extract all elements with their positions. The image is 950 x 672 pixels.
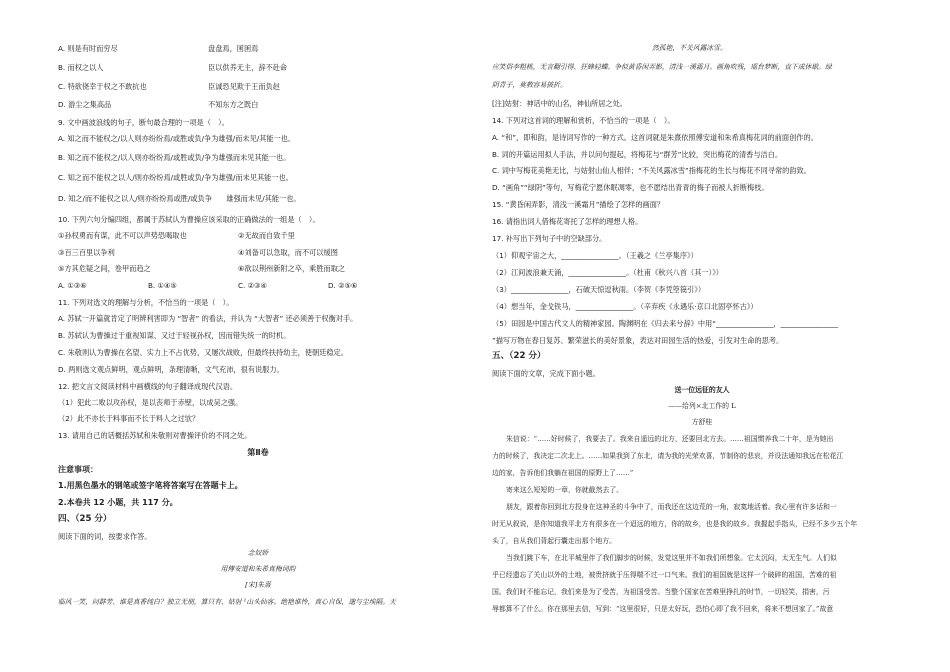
question-9-option-d: D. 知之/而不能权之以人/则亦纷纷焉或胜/或负争 雄强而未见/其能一也。 (58, 194, 301, 203)
poem-line-3: 应笑俗李粗桃，无言翻引得、狂蜂轻蝶。争似黄昏闲弄影，清浅一溪霜月。画角吹残，瑶台梦断，直下成休歇。绿 (492, 63, 832, 71)
question-17-item-5: （5）田园是中国古代文人的精神家园。陶渊明在《归去来兮辞》中用“________________，________________ (492, 319, 839, 328)
q10-item-1: ①孙权勇而有谋，此不可以声势恐喝取也 (58, 231, 187, 240)
question-11-option-b: B. 苏轼认为曹操过于重视知谋、又过于轻视孙权，因而错失统一的时机。 (58, 331, 291, 340)
article-line-5: 朋友，跟着你回到北方投身在这神圣的斗争中了，而我还在这边荒的一角，寂寞地活着。我心里有许多话和一 (506, 503, 837, 511)
question-9-option-a: A. 知之而不能权之/以人则亦纷纷焉/或胜或负/争为雄强/而未见/其能一也。 (58, 134, 296, 143)
q10-item-5: ⑤方其危疑之间，卷甲而趋之 (58, 264, 151, 273)
question-17: 17. 补写出下列句子中的空缺部分。 (492, 234, 607, 243)
option-a-left: A. 则是有时而穷尽 (58, 44, 118, 53)
question-17-item-2: （2）江间波浪兼天涌，________________。（杜甫《秋兴八首（其一）》） (492, 268, 723, 277)
article-line-7: 头了，自从我们背起行囊走出那个地方。 (492, 537, 617, 545)
article-line-4: 寄来这么短短的一章，你就截然去了。 (506, 486, 624, 494)
question-13: 13. 请用自己的话概括苏轼和朱敬则对曹操评价的不同之处。 (58, 431, 252, 440)
section-4-heading: 四、（25 分） (58, 514, 112, 524)
notice-title: 注意事项： (58, 465, 98, 474)
question-11-option-c: C. 朱敬则认为曹操在名望、实力上不占优势，又屡次战败，但最终扶持幼主，使朝廷稳定。 (58, 348, 348, 357)
article-line-3: 边的家，告诉他们我躺在祖国的原野上了……” (492, 469, 634, 477)
article-line-8: 当我们跳下车，在北平城里伴了我们脚步的时候，发觉这里并不如我们所想象。它太沉闷，太无生气。人们似 (506, 554, 837, 562)
poem-author: [宋]朱熹 (245, 581, 271, 589)
section-4-intro: 阅读下面的词，按要求作答。 (58, 532, 152, 541)
poem-note: [注]姑射：神话中的山名，神仙所居之处。 (492, 99, 627, 108)
question-9-option-c: C. 知之而不能权之以人/则亦纷纷焉/或胜或负/争为雄强/而未见其能一也。 (58, 173, 293, 182)
section-5-heading: 五、（22 分） (492, 351, 546, 361)
article-author: 方舒桂 (691, 418, 713, 426)
article-subtitle: ——给列×北工作的 L (668, 402, 736, 410)
option-d-right: 不知东方之既白 (208, 100, 259, 109)
left-column (58, 0, 458, 672)
q10-item-2: ②无故而自致千里 (238, 231, 295, 240)
notice-item-2: 2.本卷共 12 小题，共 117 分。 (58, 498, 178, 507)
question-11: 11. 下列对选文的理解与分析，不恰当的一项是（ ）。 (58, 298, 234, 307)
q10-item-4: ④刘备可以急取，而不可以缓图 (238, 248, 338, 257)
poem-line-2: 然孤艳，不关风露冰雪。 (652, 44, 727, 52)
question-14-option-a: A. “和”，即和韵，是诗词写作的一种方式。这首词就是朱熹依照傅安道和朱希真梅花词的前面创作的。 (492, 133, 818, 142)
question-9: 9. 文中画波浪线的句子，断句最合理的一项是（ ）。 (58, 118, 229, 127)
option-b-left: B. 而权之以人 (58, 63, 104, 72)
question-11-option-a: A. 苏轼一开篇就肯定了明辨利害即为 “智者” 的看法，并认为 “大智者” 还必须善于权衡对手。 (58, 314, 358, 323)
question-17-item-5-cont: ”描写万物在春日复苏、繁荣滋长的美好景象，表达对田园生活的热爱，引发对生命的思考。 (492, 336, 784, 345)
question-12: 12. 把文言文阅读材料中画横线的句子翻译成现代汉语。 (58, 382, 238, 391)
question-14: 14. 下列对这首词的理解和赏析，不恰当的一项是（ ）。 (492, 116, 675, 125)
question-10: 10. 下列六句分编四组，都属于苏轼认为曹操应该采取的正确做法的一组是（ ）。 (58, 215, 320, 224)
option-b-right: 臣以供养无主，辞不赴命 (208, 63, 288, 72)
article-line-2: 力的时候了，我决定二次北上。……如果我到了东北，请为我的光荣欢喜，节制你的悲哀，并设法通知我远在松花江 (492, 452, 844, 460)
question-14-option-d: D. “画角”“绿阴”等句，写梅花宁愿休眠凋零，也不愿结出青青的梅子而被人折断梅枝。 (492, 183, 769, 192)
article-title: 送一位远征的友人 (674, 386, 730, 394)
article-line-9: 乎已经遗忘了关山以外的土地，被贵挤就于压得喘不过一口气来。我们的祖国就是这样一个破碎的祖国，苦难的祖 (492, 571, 837, 579)
question-15: 15. “黄昏闲弄影，清浅一溪霜月”描绘了怎样的画面？ (492, 200, 665, 209)
article-line-11: 辱都算不了什么。你在那里去信，写到：“这里很好，只是太好玩，恐怕心即了我不回来，将来不想回家了。”故意 (492, 605, 834, 613)
option-d-left: D. 游尘之集高品 (58, 100, 112, 109)
q10-item-6: ⑥欲以荆州新附之卒，乘胜而取之 (238, 264, 346, 273)
notice-item-1: 1.用黑色墨水的钢笔或签字笔将答案写在答题卡上。 (58, 481, 243, 490)
question-12-item-2: （2）此不亦长于料事而不长于料人之过欤？ (58, 414, 200, 423)
poem-subtitle: 用傅安道和朱希真梅词韵 (220, 565, 296, 573)
question-16: 16. 请指出词人借梅花寄托了怎样的理想人格。 (492, 217, 643, 226)
question-14-option-c: C. 词中写梅花美艳无比，与姑射山仙人相伴；“不关风露冰雪”指梅花的生长与梅花不同寻常的韵致。 (492, 166, 811, 175)
question-17-item-3: （3）________________，石破天惊逗秋雨。（李贺《李凭箜篌引》） (492, 285, 706, 294)
q10-answer-b: B. ①④⑤ (148, 281, 177, 290)
q10-answer-d: D. ②⑤⑥ (328, 281, 358, 290)
article-line-6: 时无从叙说，是你知道我平北方有很多在一个迢远的地方，你的故乡，也是我的故乡。我握起手指头，已经不多少五个年 (492, 520, 858, 528)
option-a-right: 盘盘焉，囷囷焉 (208, 44, 259, 53)
q10-answer-a: A. ①③⑥ (58, 281, 87, 290)
poem-line-4: 阴青子，莫教容易披折。 (492, 81, 567, 89)
question-17-item-1: （1）仰观宇宙之大，________________。（王羲之《兰亭集序》） (492, 251, 698, 260)
article-line-10: 国。我们时不能忘记，我们来是为了受苦，为祖国受苦。当整个国家在苦难里挣扎的时节，一切轻笑，捐害，污 (492, 588, 830, 596)
option-c-left: C. 特欲侥幸于权之不敢抗也 (58, 82, 147, 91)
q10-answer-c: C. ②③④ (238, 281, 267, 290)
article-line-1: 朱信说：“……好时候了，我要去了。我来自遥远的北方，还要回北方去。……祖国惯养我二十年，是为她出 (506, 435, 834, 443)
right-column (492, 0, 912, 672)
q10-item-3: ③百三百里以争利 (58, 248, 115, 257)
option-c-right: 臣诚恐见欺于王而负赵 (208, 82, 280, 91)
question-17-item-4: （4）想当年，金戈铁马，________________。（辛弃疾《永遇乐·京口北固亭怀古》） (492, 302, 758, 311)
section-5-intro: 阅读下面的文章，完成下面小题。 (492, 369, 600, 378)
volume-title: 第Ⅱ卷 (247, 448, 269, 457)
poem-title: 念奴娇 (247, 549, 269, 557)
question-9-option-b: B. 知之而不能权之/以人则亦纷纷焉/或胜或负/争为雄强而未见其能一也。 (58, 153, 291, 162)
poem-line-1: 临风一笑，问群芳、谁是真香纯白？独立无朋，算只有、姑射 ¹山头仙客。绝艳谁怜，真心自保，邈与尘埃隔。天 (58, 598, 396, 606)
question-14-option-b: B. 词的开篇运用拟人手法，并以问句提起，将梅花与“群芳”比较，突出梅花的清香与洁白。 (492, 150, 783, 159)
question-12-item-1: （1）犯此二败以攻孙权，是以丧师于赤壁，以成吴之强。 (58, 398, 243, 407)
question-11-option-d: D. 两则选文观点鲜明，观点鲜明，条理清晰，文气充沛，很有说服力。 (58, 365, 284, 374)
